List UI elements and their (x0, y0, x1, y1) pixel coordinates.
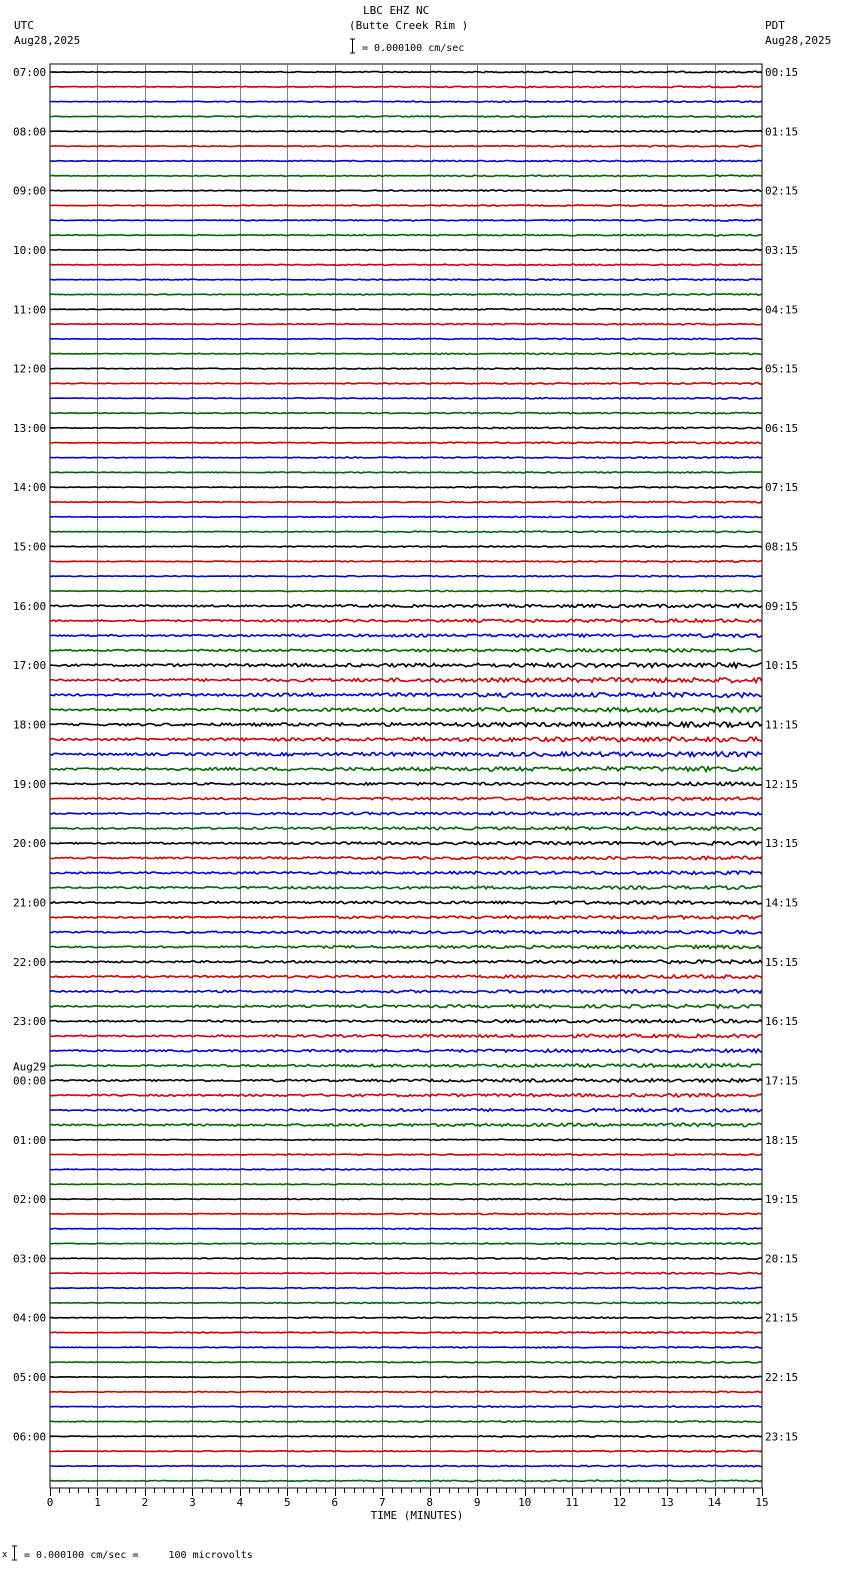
seismic-trace (50, 916, 762, 920)
utc-hour-label: 18:00 (13, 718, 47, 732)
pdt-hour-label: 22:15 (765, 1371, 799, 1384)
seismic-trace (50, 412, 762, 414)
seismic-trace (50, 945, 762, 948)
date-change-label: Aug29 (13, 1060, 47, 1074)
seismic-trace (50, 501, 762, 503)
pdt-hour-label: 05:15 (765, 362, 799, 376)
seismic-trace (50, 1317, 762, 1319)
pdt-hour-label: 19:15 (765, 1193, 799, 1207)
right-date: Aug28,2025 (765, 34, 832, 47)
seismic-trace (50, 1406, 762, 1407)
seismic-trace (50, 442, 762, 444)
seismic-trace (50, 561, 762, 563)
seismic-trace (50, 1451, 762, 1452)
seismic-trace (50, 619, 762, 622)
seismic-trace (50, 398, 762, 399)
x-tick-label: 2 (141, 1496, 149, 1509)
pdt-hour-label: 17:15 (765, 1074, 799, 1088)
seismic-trace (50, 737, 762, 742)
seismic-trace (50, 634, 762, 637)
utc-hour-label: 22:00 (13, 955, 47, 969)
utc-hour-label: 02:00 (13, 1193, 47, 1207)
x-tick-label: 6 (331, 1496, 339, 1509)
utc-hour-label: 10:00 (13, 244, 47, 257)
seismic-trace (50, 279, 762, 280)
seismic-trace (50, 663, 762, 668)
station-title: LBC EHZ NC (363, 4, 430, 17)
seismic-trace (50, 812, 762, 815)
seismic-trace (50, 368, 762, 370)
seismic-trace (50, 649, 762, 652)
utc-hour-label: 09:00 (13, 184, 47, 198)
seismic-trace (50, 960, 762, 963)
pdt-hour-label: 07:15 (765, 481, 799, 495)
utc-hour-label: 04:00 (13, 1311, 47, 1325)
x-tick-label: 5 (283, 1496, 291, 1509)
seismic-trace (50, 383, 762, 385)
pdt-hour-label: 11:15 (765, 718, 799, 732)
pdt-hour-label: 21:15 (765, 1311, 799, 1325)
seismic-trace (50, 1436, 762, 1438)
seismic-trace (50, 901, 762, 904)
seismic-trace (50, 1362, 762, 1364)
seismic-trace (50, 1154, 762, 1155)
utc-hour-label: 19:00 (13, 777, 47, 791)
pdt-hour-label: 03:15 (765, 244, 799, 257)
seismic-trace (50, 1123, 762, 1126)
seismic-trace (50, 131, 762, 132)
pdt-hour-label: 00:15 (765, 66, 799, 79)
seismic-trace (50, 546, 762, 547)
seismic-trace (50, 841, 762, 845)
seismic-trace (50, 752, 762, 757)
x-tick-label: 10 (518, 1496, 532, 1509)
seismic-trace (50, 264, 762, 265)
x-tick-label: 1 (94, 1496, 101, 1509)
seismic-trace (50, 294, 762, 296)
seismic-trace (50, 931, 762, 934)
seismic-trace (50, 678, 762, 683)
pdt-hour-label: 09:15 (765, 599, 799, 613)
seismic-trace (50, 86, 762, 87)
seismic-trace (50, 234, 762, 236)
utc-hour-label: 14:00 (13, 481, 47, 495)
seismic-trace (50, 457, 762, 459)
x-tick-label: 12 (612, 1496, 627, 1509)
seismic-trace (50, 886, 762, 890)
utc-hour-label: 21:00 (13, 896, 47, 910)
seismic-trace (50, 116, 762, 117)
seismic-trace (50, 707, 762, 712)
seismic-trace (50, 1302, 762, 1304)
seismic-trace (50, 693, 762, 698)
left-timezone: UTC (14, 19, 34, 32)
scale-text: = 0.000100 cm/sec (362, 43, 465, 54)
utc-hour-label: 20:00 (13, 837, 47, 851)
seismic-trace (50, 531, 762, 532)
seismic-trace (50, 1019, 762, 1022)
seismic-trace (50, 145, 762, 147)
seismic-trace (50, 1213, 762, 1214)
seismic-trace (50, 175, 762, 177)
seismic-trace (50, 1109, 762, 1112)
utc-hour-label: 15:00 (13, 540, 47, 554)
seismic-trace (50, 249, 762, 251)
pdt-hour-label: 04:15 (765, 303, 799, 317)
x-tick-label: 8 (426, 1496, 434, 1509)
x-tick-label: 14 (707, 1496, 722, 1509)
utc-hour-label: 08:00 (13, 125, 47, 139)
x-tick-label: 15 (755, 1496, 769, 1509)
seismic-trace (50, 220, 762, 221)
seismic-trace (50, 427, 762, 428)
seismic-trace (50, 71, 762, 72)
x-tick-label: 4 (236, 1496, 244, 1509)
seismic-trace (50, 472, 762, 473)
seismic-trace (50, 1079, 762, 1082)
seismic-trace (50, 576, 762, 578)
seismic-trace (50, 205, 762, 206)
utc-hour-label: 06:00 (13, 1430, 47, 1444)
seismic-trace (50, 1064, 762, 1067)
pdt-hour-label: 18:15 (765, 1133, 799, 1147)
seismic-trace (50, 516, 762, 517)
seismic-trace (50, 1465, 762, 1467)
utc-hour-label: 05:00 (13, 1371, 47, 1384)
x-axis-label: TIME (MINUTES) (370, 1509, 464, 1522)
pdt-hour-label: 13:15 (765, 837, 799, 851)
pdt-hour-label: 14:15 (765, 896, 799, 910)
utc-hour-label: 13:00 (13, 421, 47, 435)
left-date: Aug28,2025 (14, 34, 81, 47)
utc-hour-label: 16:00 (13, 599, 47, 613)
pdt-hour-label: 02:15 (765, 184, 799, 198)
utc-hour-label: 12:00 (13, 362, 47, 376)
utc-hour-label: 17:00 (13, 659, 47, 673)
seismic-trace (50, 1243, 762, 1245)
seismic-trace (50, 1094, 762, 1097)
footer-scale-text: = 0.000100 cm/sec = 100 microvolts (24, 1550, 253, 1561)
station-location: (Butte Creek Rim ) (349, 19, 469, 32)
seismic-trace (50, 101, 762, 103)
seismic-trace (50, 1273, 762, 1275)
utc-hour-label: 00:00 (13, 1074, 47, 1088)
pdt-hour-label: 23:15 (765, 1430, 799, 1444)
seismic-trace (50, 871, 762, 874)
utc-hour-label: 01:00 (13, 1133, 47, 1147)
seismic-trace (50, 797, 762, 800)
footer-scale-bar-icon (11, 1545, 19, 1561)
pdt-hour-label: 10:15 (765, 659, 799, 673)
seismic-trace (50, 767, 762, 772)
seismic-trace (50, 590, 762, 592)
pdt-hour-label: 06:15 (765, 421, 799, 435)
footer-corner-mark: x (2, 1550, 8, 1560)
seismic-trace (50, 1198, 762, 1199)
seismic-trace (50, 975, 762, 978)
seismic-trace (50, 323, 762, 324)
pdt-hour-label: 01:15 (765, 125, 799, 139)
seismic-trace (50, 1332, 762, 1333)
x-tick-label: 7 (378, 1496, 386, 1509)
utc-hour-label: 23:00 (13, 1015, 47, 1029)
seismic-trace (50, 338, 762, 340)
seismic-trace (50, 1421, 762, 1422)
seismic-trace (50, 1376, 762, 1378)
seismic-trace (50, 1258, 762, 1260)
pdt-hour-label: 16:15 (765, 1015, 799, 1029)
seismic-trace (50, 1391, 762, 1392)
seismic-trace (50, 309, 762, 310)
x-tick-label: 13 (660, 1496, 674, 1509)
seismic-trace (50, 1139, 762, 1141)
pdt-hour-label: 12:15 (765, 777, 799, 791)
x-tick-label: 0 (46, 1496, 54, 1509)
seismic-trace (50, 160, 762, 161)
seismic-trace (50, 722, 762, 727)
seismic-trace (50, 990, 762, 993)
pdt-hour-label: 20:15 (765, 1252, 799, 1266)
seismic-trace (50, 604, 762, 607)
x-tick-label: 11 (565, 1496, 579, 1509)
seismic-trace (50, 1034, 762, 1037)
x-tick-label: 9 (473, 1496, 481, 1509)
seismic-trace (50, 1005, 762, 1009)
utc-hour-label: 07:00 (13, 66, 47, 79)
seismic-trace (50, 487, 762, 489)
pdt-hour-label: 15:15 (765, 955, 799, 969)
right-timezone: PDT (765, 19, 785, 32)
seismic-trace (50, 1184, 762, 1186)
pdt-hour-label: 08:15 (765, 540, 799, 554)
seismic-trace (50, 1287, 762, 1289)
seismic-trace (50, 782, 762, 785)
seismic-trace (50, 827, 762, 830)
seismic-trace (50, 1347, 762, 1349)
seismic-trace (50, 353, 762, 354)
seismic-trace (50, 1480, 762, 1482)
utc-hour-label: 11:00 (13, 303, 47, 317)
x-tick-label: 3 (189, 1496, 196, 1509)
seismic-trace (50, 1169, 762, 1170)
utc-hour-label: 03:00 (13, 1252, 47, 1266)
seismic-trace (50, 1228, 762, 1230)
plot-border (50, 64, 762, 1488)
seismic-trace (50, 856, 762, 859)
seismic-trace (50, 1049, 762, 1053)
seismic-trace (50, 190, 762, 192)
